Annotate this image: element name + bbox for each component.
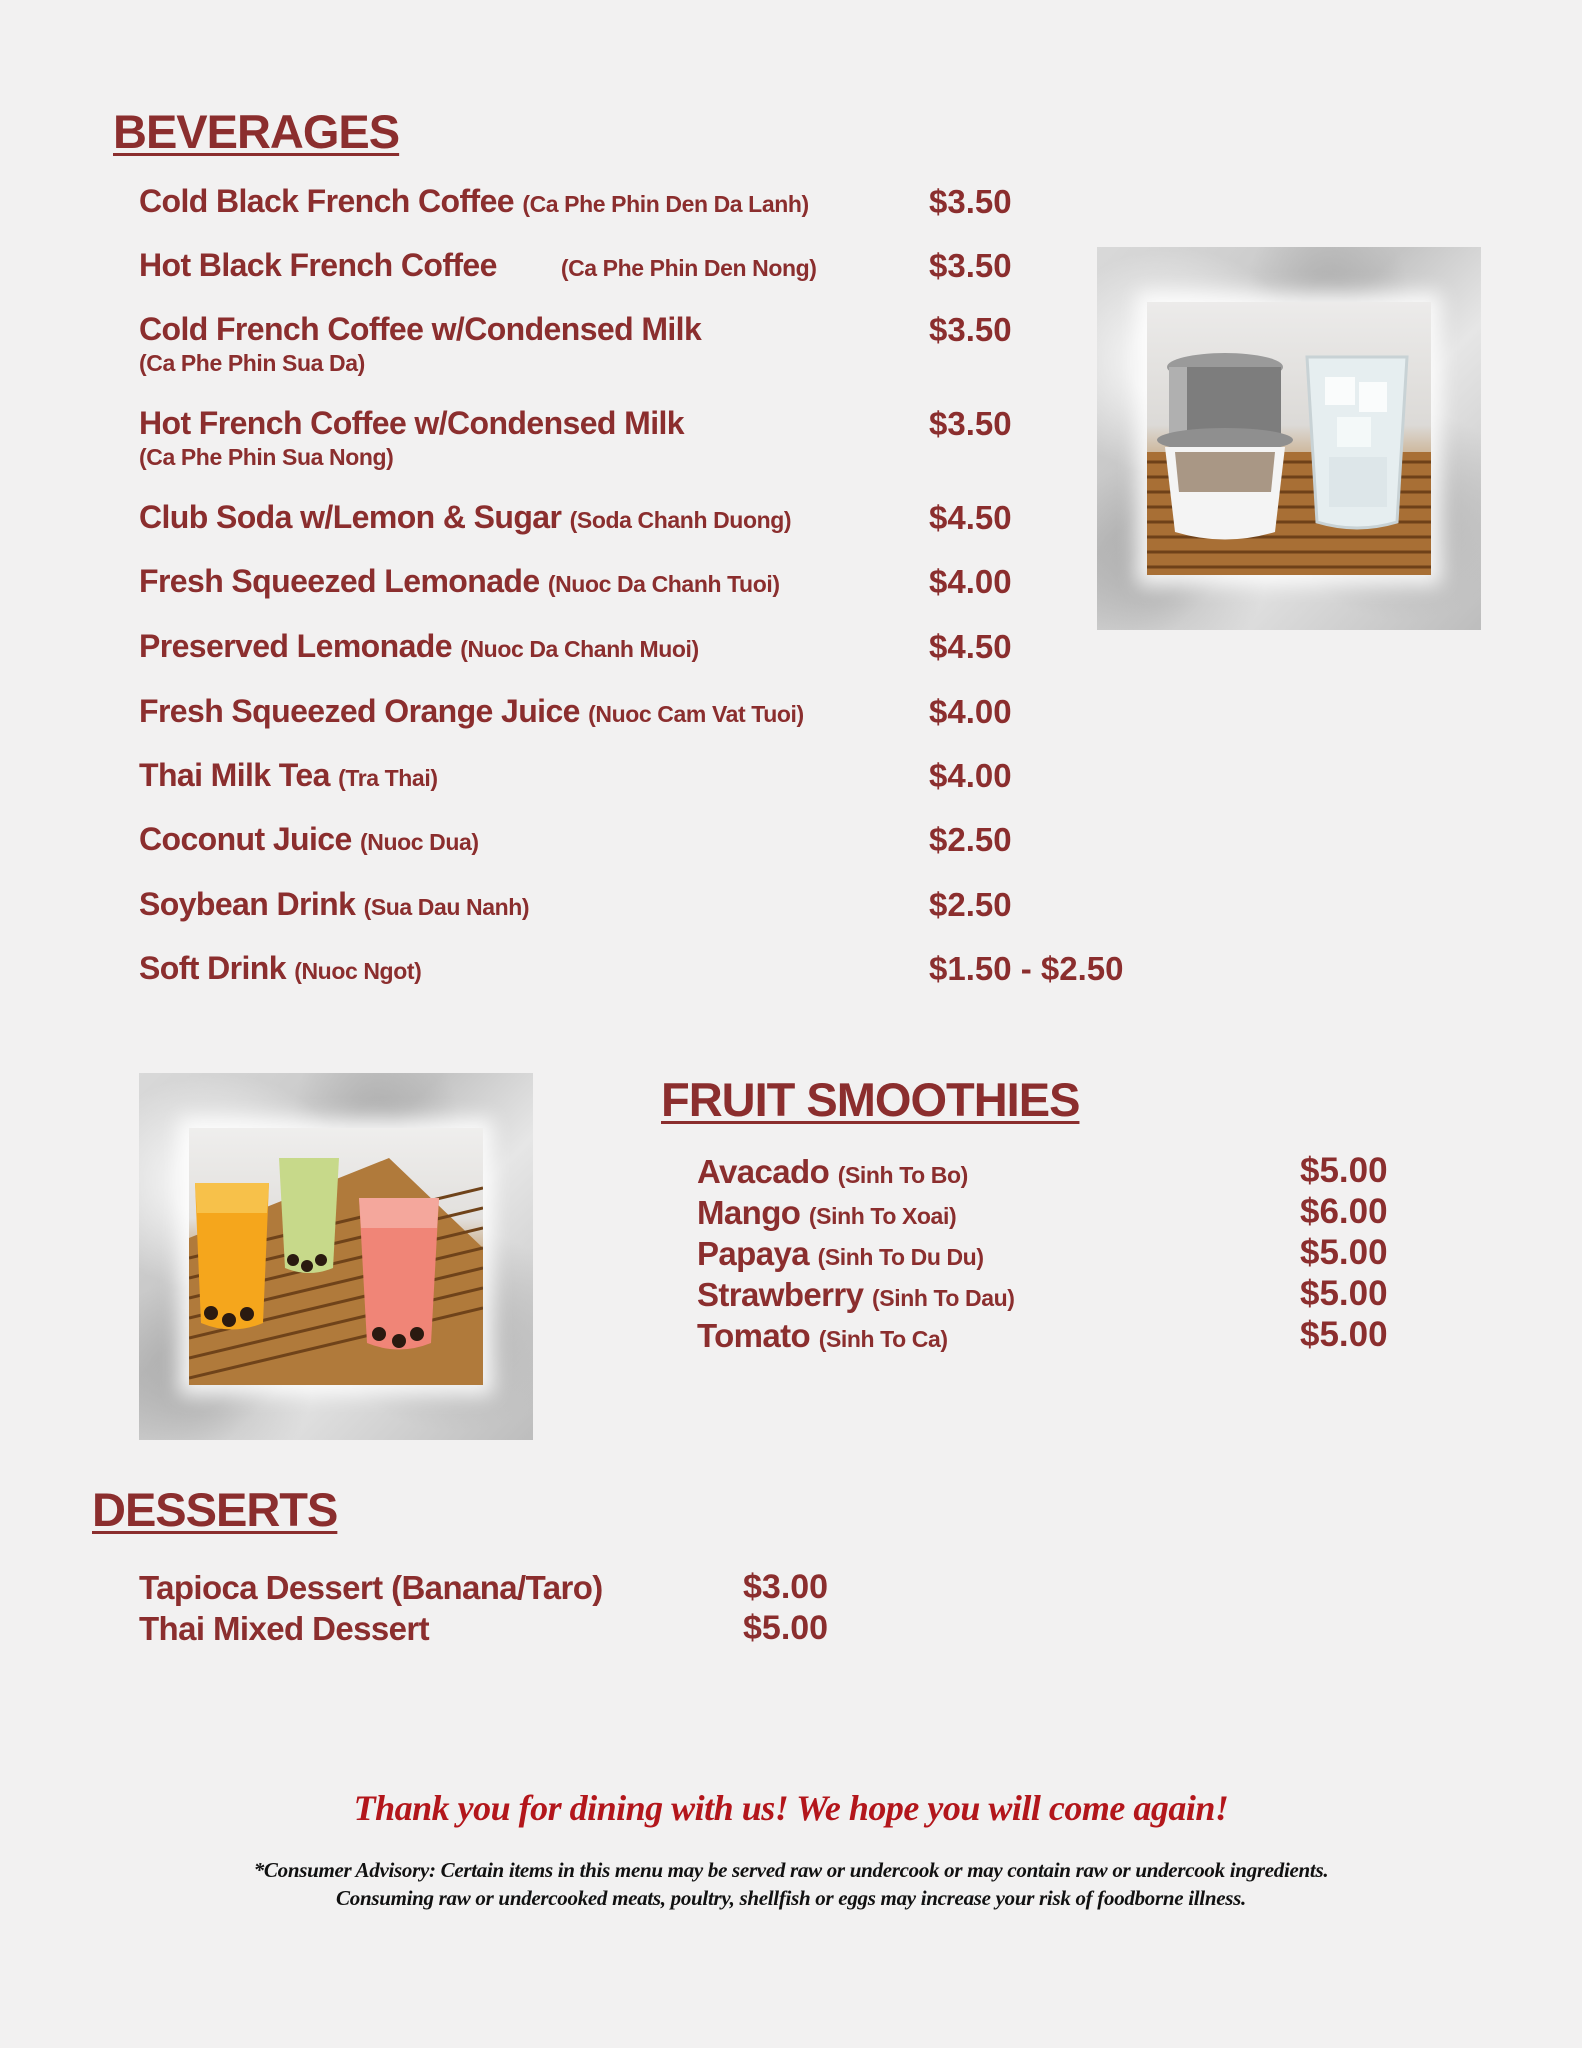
- fruit-smoothies-photo: [139, 1073, 533, 1440]
- beverage-item-price: $4.50: [929, 628, 1012, 665]
- beverage-item-name: Hot Black French Coffee (Ca Phe Phin Den Nong): [139, 247, 817, 283]
- smoothie-item-name: Strawberry (Sinh To Dau): [697, 1276, 1015, 1313]
- smoothie-item-name: Avacado (Sinh To Bo): [697, 1153, 968, 1190]
- beverage-item-name: Coconut Juice (Nuoc Dua): [139, 821, 479, 857]
- smoothie-item-price: $5.00: [1300, 1315, 1388, 1354]
- beverage-item-viet-name: (Ca Phe Phin Sua Nong): [139, 444, 394, 470]
- beverage-item-price: $4.00: [929, 757, 1012, 794]
- beverage-item-name: Fresh Squeezed Lemonade (Nuoc Da Chanh Tuoi): [139, 563, 780, 599]
- coffee-illustration: [1147, 302, 1431, 575]
- beverage-item-viet-name: (Ca Phe Phin Sua Da): [139, 350, 365, 376]
- beverage-item-price: $4.00: [929, 563, 1012, 600]
- beverage-item-name: Cold French Coffee w/Condensed Milk: [139, 311, 702, 347]
- dessert-item-price: $3.00: [743, 1568, 829, 1606]
- beverage-item-name: Soft Drink (Nuoc Ngot): [139, 950, 422, 986]
- smoothie-illustration: [189, 1128, 483, 1385]
- dessert-item-name: Tapioca Dessert (Banana/Taro): [139, 1569, 603, 1606]
- beverage-item-price: $3.50: [929, 183, 1012, 220]
- dessert-item-price: $5.00: [743, 1609, 829, 1647]
- desserts-heading: DESSERTS: [92, 1483, 338, 1536]
- vietnamese-coffee-photo: [1097, 247, 1481, 630]
- beverage-item-name: Soybean Drink (Sua Dau Nanh): [139, 886, 530, 922]
- beverage-item-name: Preserved Lemonade (Nuoc Da Chanh Muoi): [139, 628, 699, 664]
- thank-you-message: Thank you for dining with us! We hope you will come again!: [353, 1788, 1229, 1828]
- beverage-item-name: Hot French Coffee w/Condensed Milk: [139, 405, 684, 441]
- beverage-item-price: $2.50: [929, 886, 1012, 923]
- beverage-item-name: Thai Milk Tea (Tra Thai): [139, 757, 438, 793]
- beverage-item-price: $3.50: [929, 311, 1012, 348]
- beverage-item-name: Club Soda w/Lemon & Sugar (Soda Chanh Duong): [139, 499, 792, 535]
- beverages-heading: BEVERAGES: [113, 105, 400, 158]
- beverage-item-price: $3.50: [929, 247, 1012, 284]
- dessert-item-name: Thai Mixed Dessert: [139, 1610, 429, 1647]
- consumer-advisory-line-2: Consuming raw or undercooked meats, poultry, shellfish or eggs may increase your risk of foodborne illness.: [336, 1886, 1246, 1910]
- smoothie-item-price: $5.00: [1300, 1233, 1388, 1272]
- beverage-item-price: $2.50: [929, 821, 1012, 858]
- smoothie-item-price: $6.00: [1300, 1192, 1388, 1231]
- beverage-item-price: $1.50 - $2.50: [929, 950, 1124, 987]
- beverage-item-name: Fresh Squeezed Orange Juice (Nuoc Cam Vat Tuoi): [139, 693, 804, 729]
- consumer-advisory-line-1: *Consumer Advisory: Certain items in this menu may be served raw or undercook or may contain raw or undercook ingredients.: [253, 1858, 1329, 1882]
- beverage-item-name: Cold Black French Coffee (Ca Phe Phin Den Da Lanh): [139, 183, 809, 219]
- smoothie-item-name: Tomato (Sinh To Ca): [697, 1317, 948, 1354]
- beverage-item-price: $3.50: [929, 405, 1012, 442]
- smoothies-heading: FRUIT SMOOTHIES: [661, 1073, 1080, 1126]
- beverage-item-price: $4.00: [929, 693, 1012, 730]
- smoothie-item-name: Mango (Sinh To Xoai): [697, 1194, 957, 1231]
- smoothie-item-price: $5.00: [1300, 1274, 1388, 1313]
- smoothie-item-price: $5.00: [1300, 1151, 1388, 1190]
- smoothie-item-name: Papaya (Sinh To Du Du): [697, 1235, 984, 1272]
- beverage-item-price: $4.50: [929, 499, 1012, 536]
